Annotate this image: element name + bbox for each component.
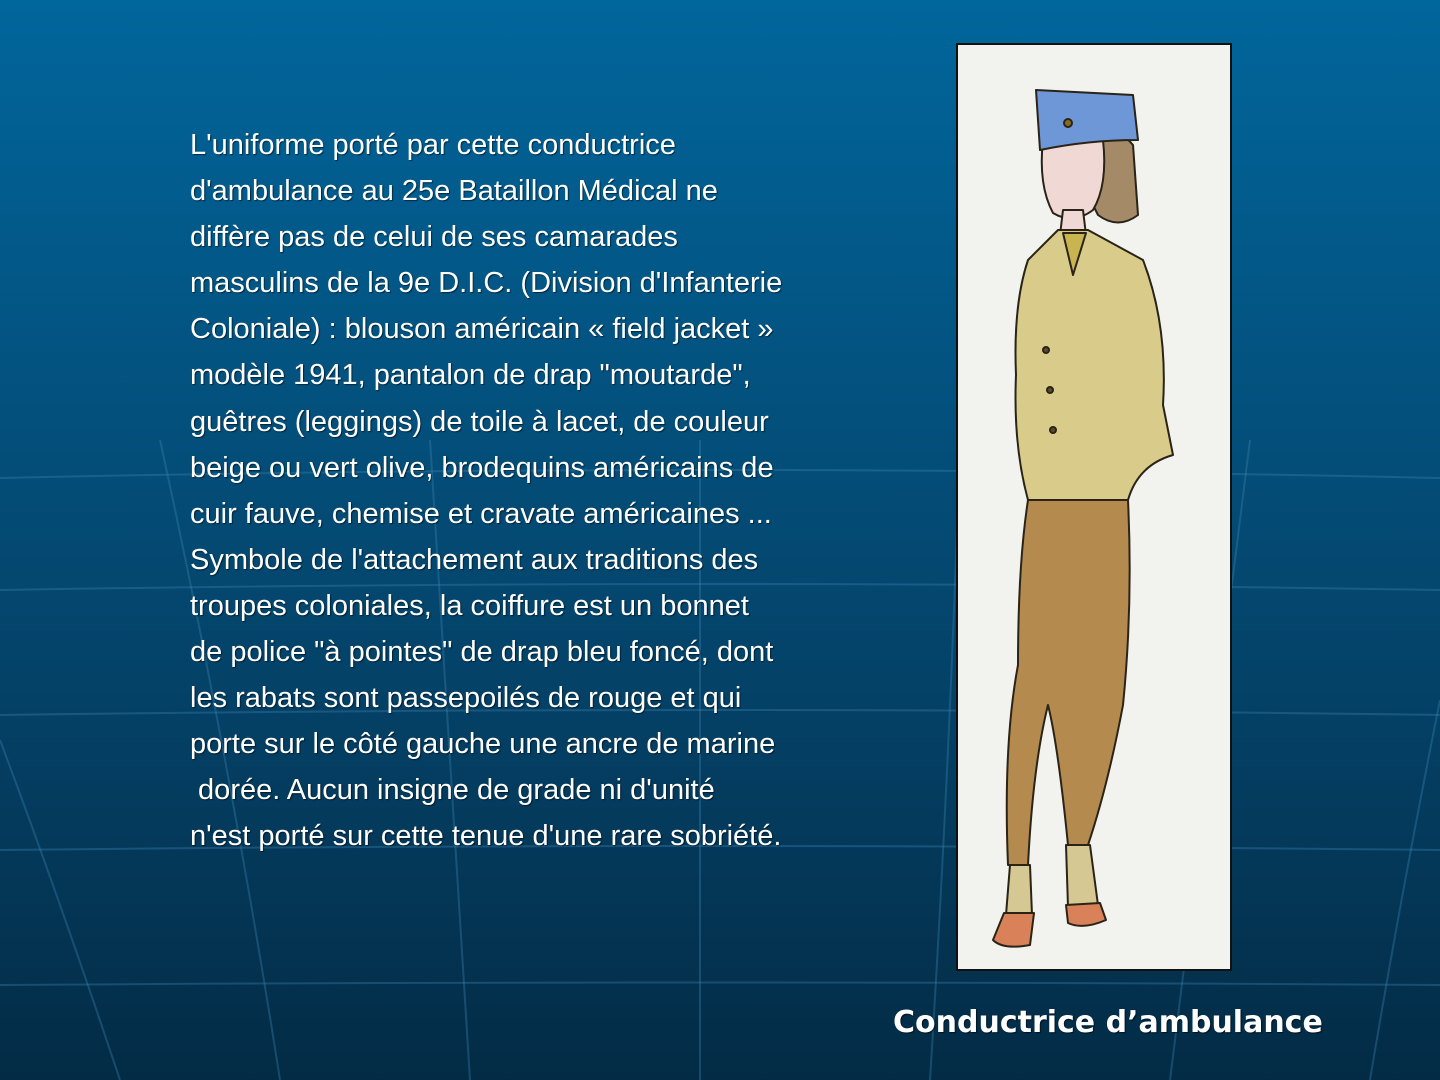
body-line: porte sur le côté gauche une ancre de marine [190,728,776,761]
body-line: Coloniale) : blouson américain « field jacket » [190,313,774,346]
body-line: guêtres (leggings) de toile à lacet, de couleur [190,405,769,438]
body-line: dorée. Aucun insigne de grade ni d'unité [190,774,715,807]
body-line: diffère pas de celui de ses camarades [190,221,678,254]
body-line: masculins de la 9e D.I.C. (Division d'Infanterie [190,267,783,300]
body-line: les rabats sont passepoilés de rouge et qui [190,682,742,715]
body-line: troupes coloniales, la coiffure est un bonnet [190,589,749,622]
illustration-caption: Conductrice d’ambulance [893,1005,1323,1040]
body-line: de police "à pointes" de drap bleu foncé, dont [190,636,774,669]
body-line: n'est porté sur cette tenue d'une rare sobriété. [190,820,782,853]
body-line: d'ambulance au 25e Bataillon Médical ne [190,175,718,208]
ambulance-driver-illustration [956,43,1232,971]
body-line: Symbole de l'attachement aux traditions des [190,543,759,576]
body-text [190,122,890,860]
body-line: modèle 1941, pantalon de drap "moutarde", [190,359,751,392]
body-line: L'uniforme porté par cette conductrice [190,129,676,161]
body-line: beige ou vert olive, brodequins américains de [190,451,774,484]
body-line: cuir fauve, chemise et cravate américaines ... [190,497,772,530]
